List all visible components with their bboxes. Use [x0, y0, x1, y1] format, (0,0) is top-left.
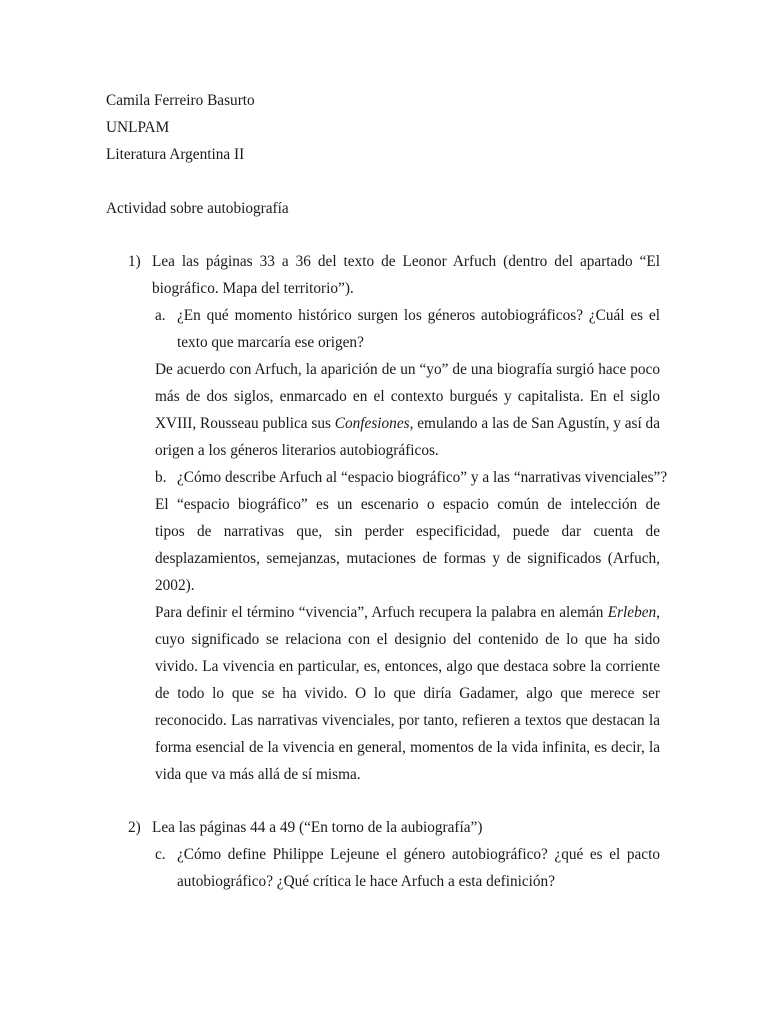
- q1-prompt-line1: Lea las páginas 33 a 36 del texto de Leonor Arfuch (dentro del apartado “El: [152, 253, 660, 270]
- q1-prompt-line2: biográfico. Mapa del territorio”).: [152, 280, 354, 297]
- q1b-answer2-line6: forma esencial de la vivencia en general, momentos de la vida infinita, es decir, la: [155, 739, 660, 756]
- book-title-confesiones: Confesiones: [334, 415, 410, 432]
- q2-prompt-line1: Lea las páginas 44 a 49 (“En torno de la aubiografía”): [152, 819, 483, 836]
- q1b-answer1-line3: desplazamientos, semejanzas, mutaciones de formas y de significados (Arfuch,: [155, 550, 660, 567]
- q1a-answer-line1: De acuerdo con Arfuch, la aparición de un “yo” de una biografía surgió hace poco: [155, 361, 660, 378]
- q1a-answer-line4: origen a los géneros literarios autobiográficos.: [155, 442, 439, 459]
- q1a-answer-line3: XVIII, Rousseau publica sus Confesiones, emulando a las de San Agustín, y así da: [155, 415, 660, 432]
- q2c-marker: c.: [155, 846, 166, 863]
- q1a-question-line1: ¿En qué momento histórico surgen los géneros autobiográficos? ¿Cuál es el: [177, 307, 660, 324]
- q1b-answer2-line2: cuyo significado se relaciona con el designio del contenido de lo que ha sido: [155, 631, 660, 648]
- q1b-answer2-line4: de todo lo que se ha vivido. O lo que diría Gadamer, algo que merece ser: [155, 685, 660, 702]
- q1b-question-line1: ¿Cómo describe Arfuch al “espacio biográfico” y a las “narrativas vivenciales”?: [177, 469, 668, 486]
- document-title: Actividad sobre autobiografía: [106, 200, 289, 217]
- q1a-marker: a.: [155, 307, 166, 324]
- q1b-answer2-line7: vida que va más allá de sí misma.: [155, 766, 361, 783]
- q2-number: 2): [128, 819, 141, 836]
- word-erleben: Erleben: [607, 604, 657, 621]
- institution: UNLPAM: [106, 119, 170, 136]
- course-name: Literatura Argentina II: [106, 146, 245, 163]
- q1b-answer1-line1: El “espacio biográfico” es un escenario o espacio común de intelección de: [155, 496, 660, 513]
- q1b-answer2-line3: vivido. La vivencia en particular, es, entonces, algo que destaca sobre la corriente: [155, 658, 660, 675]
- q1b-marker: b.: [155, 469, 167, 486]
- q1-number: 1): [128, 253, 141, 270]
- q1a-question-line2: texto que marcaría ese origen?: [177, 334, 364, 351]
- q1a-answer-line2: más de dos siglos, enmarcado en el contexto burgués y capitalista. En el siglo: [155, 388, 660, 405]
- q1b-answer2-line5: reconocido. Las narrativas vivenciales, por tanto, refieren a textos que destacan la: [155, 712, 660, 729]
- q1b-answer2-line1: Para definir el término “vivencia”, Arfuch recupera la palabra en alemán Erleben,: [155, 604, 660, 621]
- q2c-question-line1: ¿Cómo define Philippe Lejeune el género autobiográfico? ¿qué es el pacto: [177, 846, 660, 863]
- q1b-answer1-line4: 2002).: [155, 577, 195, 594]
- author-name: Camila Ferreiro Basurto: [106, 92, 255, 109]
- q2c-question-line2: autobiográfico? ¿Qué crítica le hace Arfuch a esta definición?: [177, 873, 555, 890]
- q1b-answer1-line2: tipos de narrativas que, sin perder especificidad, puede dar cuenta de: [155, 523, 660, 540]
